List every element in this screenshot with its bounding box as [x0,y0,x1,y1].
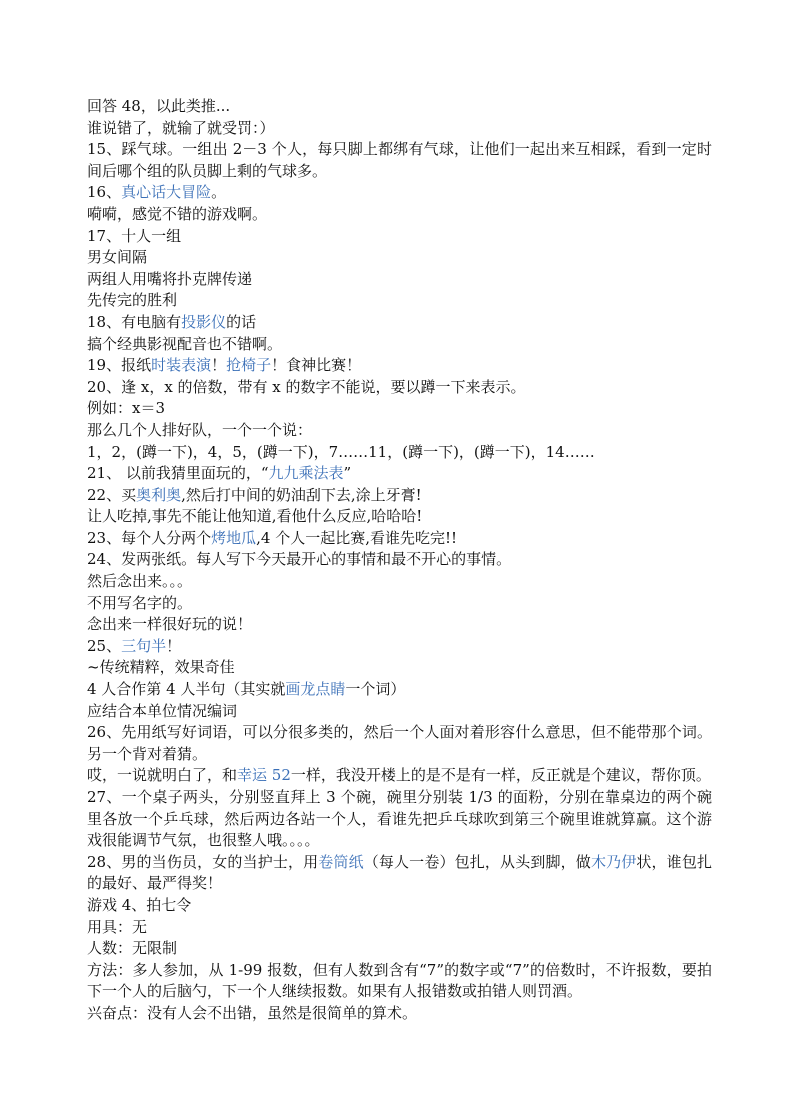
text-line: 用具：无 [87,917,148,936]
keyword-link[interactable]: 木乃伊 [590,852,637,871]
text-line: 搞个经典影视配音也不错啊。 [87,334,283,353]
keyword-link[interactable]: 画龙点睛 [285,680,346,699]
item-28-paragraph: 28、男的当伤员，女的当护士，用卷筒纸（每人一卷）包扎，从头到脚，做木乃伊状，谁包扎的最好、最严得奖！ [87,852,712,893]
keyword-link[interactable]: 卷筒纸 [318,852,364,871]
keyword-link[interactable]: 时装表演 [151,356,212,375]
keyword-link[interactable]: 幸运 52 [237,766,291,785]
text-line: 人数：无限制 [87,939,178,958]
item-26-paragraph: 26、先用纸写好词语，可以分很多类的，然后一个人面对着形容什么意思，但不能带那个词。另一个背对着猜。 [87,723,712,763]
item-16-line: 16、真心话大冒险。 [87,183,227,202]
item-21-line: 21、 以前我猜里面玩的，“九九乘法表” [87,464,352,483]
text-line: 1，2，(蹲一下)，4，5，(蹲一下)，7……11，(蹲一下)，(蹲一下)，14…… [87,442,595,461]
item-23-line: 23、每个人分两个烤地瓜,4 个人一起比赛,看谁先吃完!! [87,528,458,547]
method-paragraph: 方法：多人参加，从 1-99 报数，但有人数到含有“7”的数字或“7”的倍数时，不许报数，要拍下一个人的后脑勺，下一个人继续报数。如果有人报错数或拍错人则罚酒。 [87,960,712,1001]
keyword-link[interactable]: 抢椅子 [226,356,272,375]
text-line: 回答 48，以此类推... [87,97,231,115]
item-17-line: 17、十人一组 [87,226,182,245]
text-line: 先传完的胜利 [87,291,178,310]
text-line: 然后念出来。。。 [87,572,193,591]
text-paragraph: 哎，一说就明白了，和幸运 52一样，我没开楼上的是不是有一样，反正就是个建议，帮你顶。 [87,766,711,785]
item-15-paragraph: 15、踩气球。一组出 2－3 个人，每只脚上都绑有气球，让他们一起出来互相踩，看到一定时间后哪个组的队员脚上剩的气球多。 [87,140,712,180]
document-body [87,96,712,1025]
text-line: 4 人合作第 4 人半句（其实就画龙点睛一个词） [87,680,406,699]
keyword-link[interactable]: 投影仪 [181,312,227,331]
text-line: 男女间隔 [87,248,148,267]
text-line: 谁说错了，就输了就受罚：） [87,118,275,137]
text-line: 不用写名字的。 [87,593,193,612]
item-19-line: 19、报纸时装表演！抢椅子！食神比赛！ [87,356,362,375]
text-line: 嗬嗬，感觉不错的游戏啊。 [87,204,268,223]
text-line: 念出来一样很好玩的说！ [87,615,253,634]
text-line: 让人吃掉,事先不能让他知道,看他什么反应,哈哈哈! [87,507,423,526]
text-line: 那么几个人排好队，一个一个说： [87,420,313,439]
text-line: 例如：x＝3 [87,399,166,418]
keyword-link[interactable]: 真心话大冒险 [121,183,212,202]
keyword-link[interactable]: 奥利奥 [136,485,182,504]
keyword-link[interactable]: 九九乘法表 [268,464,344,483]
item-27-paragraph: 27、一个桌子两头，分别竖直拜上 3 个碗，碗里分别装 1/3 的面粉，分别在靠桌边的两个碗里各放一个乒乓球，然后两边各站一个人，看谁先把乒乓球吹到第三个碗里谁就算赢。这个游戏很能调节气氛，也很整人哦。。。。 [87,788,712,850]
text-line: 兴奋点：没有人会不出错，虽然是很简单的算术。 [87,1003,418,1022]
item-25-line: 25、三句半！ [87,636,182,655]
keyword-link[interactable]: 烤地瓜 [211,528,257,547]
text-line: ~传统精粹，效果奇佳 [87,658,235,677]
keyword-link[interactable]: 三句半 [121,636,167,655]
item-20-line: 20、逢 x，x 的倍数，带有 x 的数字不能说，要以蹲一下来表示。 [87,377,526,396]
game-4-title: 游戏 4、拍七令 [87,895,192,914]
item-18-line: 18、有电脑有投影仪的话 [87,312,257,331]
item-24-line: 24、发两张纸。每人写下今天最开心的事情和最不开心的事情。 [87,550,512,569]
item-22-line: 22、买奥利奥,然后打中间的奶油刮下去,涂上牙膏! [87,485,422,504]
text-line: 应结合本单位情况编词 [87,701,238,720]
text-line: 两组人用嘴将扑克牌传递 [87,269,253,288]
